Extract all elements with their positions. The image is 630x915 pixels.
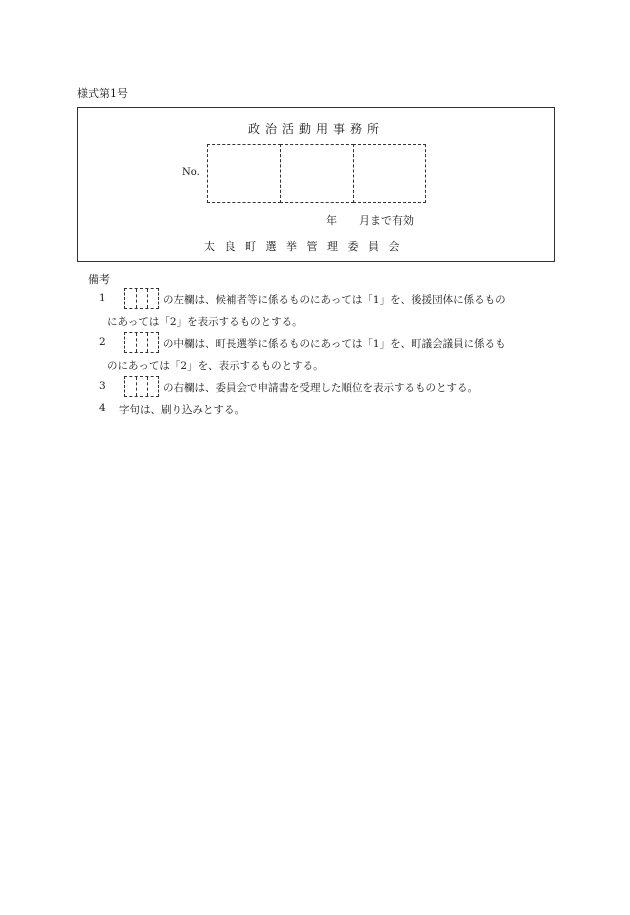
note-number: 3	[99, 380, 106, 392]
number-cell-middle	[280, 144, 354, 203]
number-box-icon	[124, 332, 159, 353]
election-committee: 太良町選挙管理委員会	[204, 240, 409, 253]
number-label: No.	[182, 167, 200, 178]
note-text-continued: のにあっては「2」を、表示するものとする。	[107, 360, 324, 372]
office-sign-box	[77, 107, 555, 262]
number-cell-left	[207, 144, 281, 203]
note-number: 1	[99, 292, 106, 304]
note-number: 4	[99, 402, 106, 414]
sign-title: 政治活動用事務所	[247, 122, 384, 136]
number-cell-right	[353, 144, 426, 203]
note-text: の右欄は、委員会で申請書を受理した順位を表示するものとする。	[163, 382, 478, 394]
validity-period: 年 月まで有効	[326, 214, 414, 227]
notes-heading: 備考	[88, 273, 110, 286]
number-box-icon	[124, 288, 159, 309]
note-text: の中欄は、町長選挙に係るものにあっては「1」を、町議会議員に係るも	[163, 338, 506, 350]
note-text: 字句は、刷り込みとする。	[119, 404, 245, 416]
note-number: 2	[99, 336, 106, 348]
note-text-continued: にあっては「2」を表示するものとする。	[107, 316, 303, 328]
form-number: 様式第1号	[77, 87, 128, 100]
number-box-icon	[124, 376, 159, 397]
note-text: の左欄は、候補者等に係るものにあっては「1」を、後援団体に係るもの	[163, 294, 506, 306]
